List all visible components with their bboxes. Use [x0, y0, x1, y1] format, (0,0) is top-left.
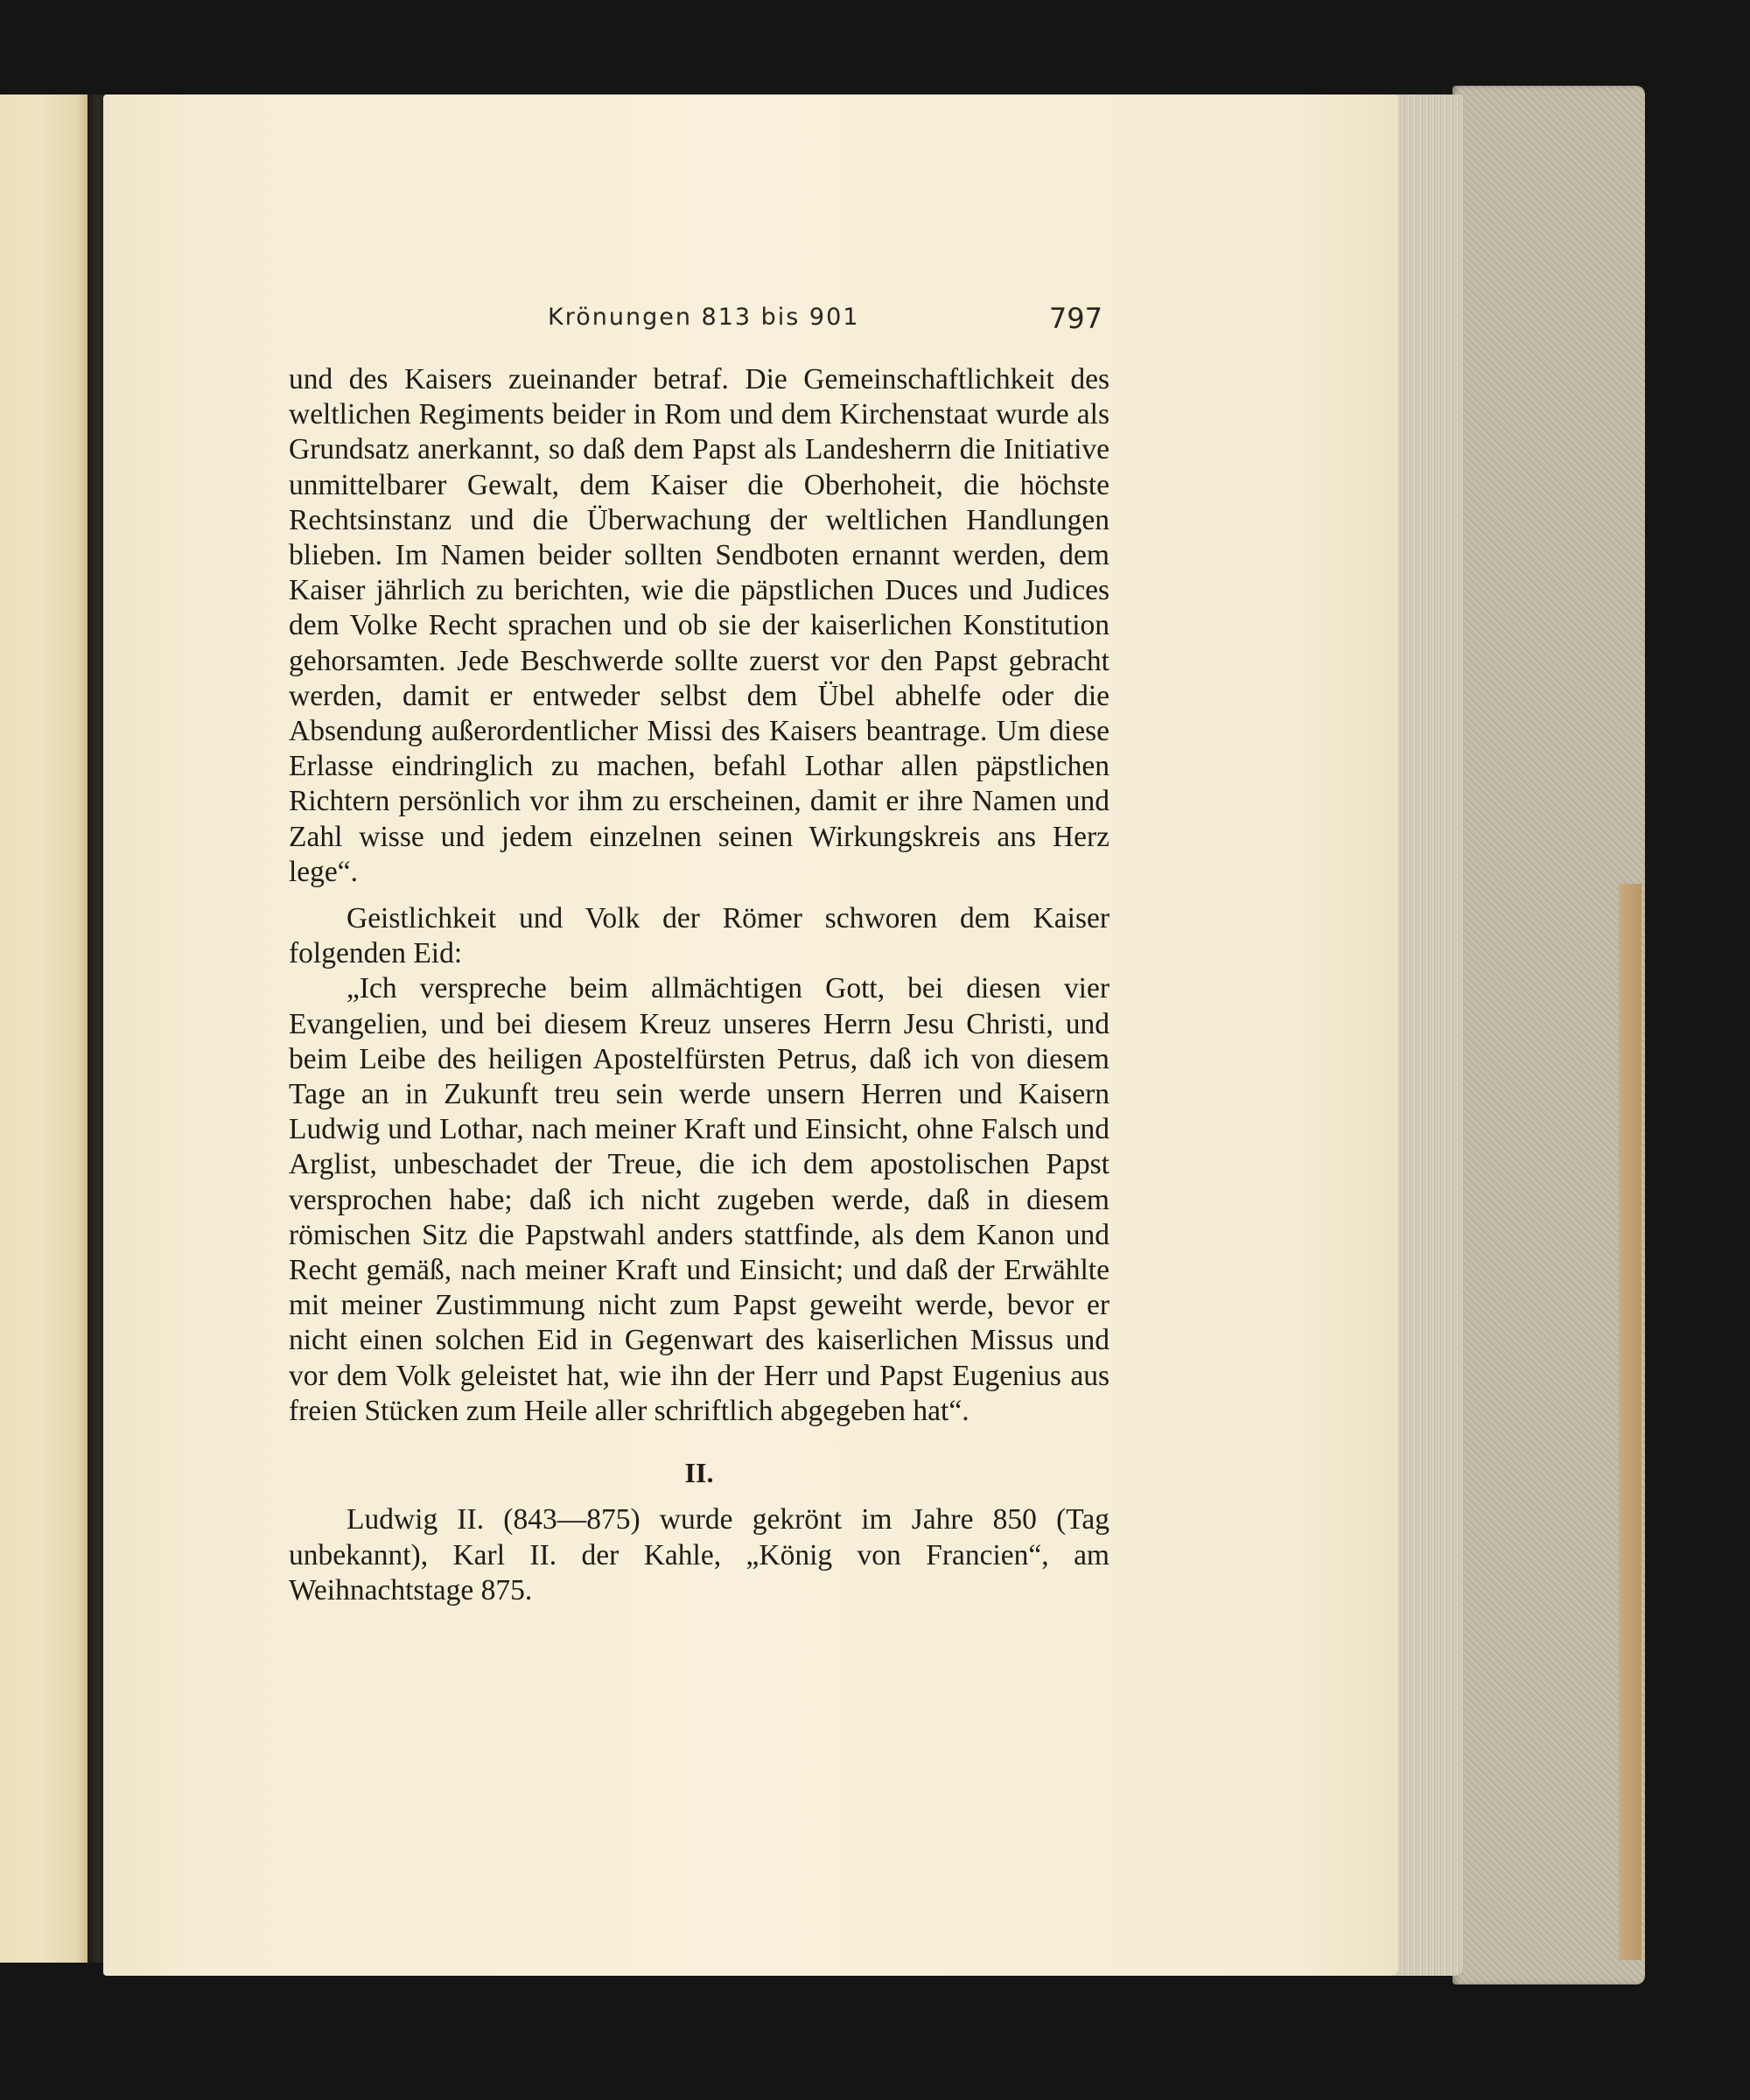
body-paragraph: Ludwig II. (843—875) wurde gekrönt im Jahre 850 (Tag unbekannt), Karl II. der Kahle, „König von Francien“, am Weihnachtstage 875.	[289, 1503, 1110, 1606]
page-number: 797	[1048, 302, 1102, 335]
book-cover-board	[1452, 86, 1645, 1984]
body-paragraph: Geistlichkeit und Volk der Römer schworen dem Kaiser folgenden Eid:	[289, 902, 1110, 970]
page-body	[289, 362, 1110, 1608]
page-edges	[1393, 94, 1463, 1976]
left-page-edge	[0, 94, 94, 1963]
running-head: Krönungen 813 bis 901	[548, 304, 860, 331]
oath-paragraph: „Ich verspreche beim allmächtigen Gott, bei diesen vier Evangelien, und bei diesem Kreuz unseres Herrn Jesu Christi, und beim Leibe des heiligen Apostelfürsten Petrus, daß ich von diesem Tage an in Zukunft treu sein werde unsern Herren und Kaisern Ludwig und Lothar, nach meiner Kraft und Einsicht, ohne Falsch und Arglist, unbeschadet der Treue, die ich dem apostolischen Papst versprochen habe; daß ich nicht zugeben werde, daß in diesem römischen Sitz die Papstwahl anders stattfinde, als dem Kanon und Recht gemäß, nach meiner Kraft und Einsicht; und daß der Erwählte mit meiner Zustimmung nicht zum Papst geweiht werde, bevor er nicht einen solchen Eid in Gegenwart des kaiserlichen Missus und vor dem Volk geleistet hat, wie ihn der Herr und Papst Eugenius aus freien Stücken zum Heile aller schriftlich abgegeben hat“.	[289, 972, 1110, 1427]
spine-tab	[1619, 884, 1642, 1960]
body-paragraph: und des Kaisers zueinander betraf. Die Gemeinschaftlichkeit des weltlichen Regiments beider in Rom und dem Kirchenstaat wurde als Grundsatz anerkannt, so daß dem Papst als Landesherrn die Initiative unmittelbarer Gewalt, dem Kaiser die Oberhoheit, die höchste Rechtsinstanz und die Überwachung der weltlichen Handlungen blieben. Im Namen beider sollten Sendboten ernannt werden, dem Kaiser jährlich zu berichten, wie die päpstlichen Duces und Judices dem Volke Recht sprachen und ob sie der kaiserlichen Konstitution gehorsamten. Jede Beschwerde sollte zuerst vor den Papst gebracht werden, damit er entweder selbst dem Übel abhelfe oder die Absendung außerordentlicher Missi des Kaisers beantrage. Um diese Erlasse eindringlich zu machen, befahl Lothar allen päpstlichen Richtern persönlich vor ihm zu erscheinen, damit er ihre Namen und Zahl wisse und jedem einzelnen seinen Wirkungskreis ans Herz lege“.	[289, 363, 1110, 888]
page-header	[289, 302, 1102, 337]
section-heading: II.	[684, 1457, 714, 1489]
